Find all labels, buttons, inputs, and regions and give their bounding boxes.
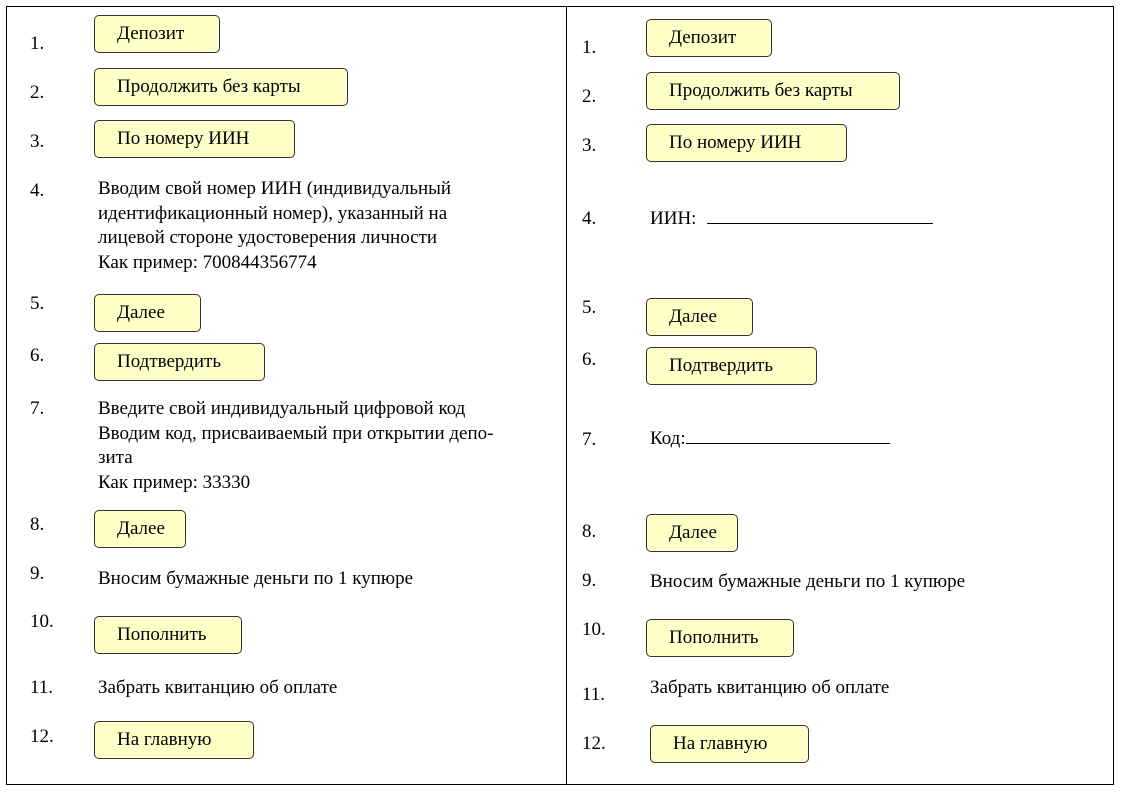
column-divider — [566, 6, 567, 785]
step11-text: Забрать квитанцию об оплате — [650, 677, 890, 698]
code-input-line[interactable] — [686, 425, 890, 444]
step4-line: лицевой стороне удостоверения личности — [98, 227, 438, 248]
step4-line: идентификационный номер), указанный на — [98, 202, 448, 224]
top-up-button[interactable]: Пополнить — [94, 616, 242, 654]
step-number: 5. — [30, 293, 45, 314]
by-iin-button[interactable]: По номеру ИИН — [646, 124, 847, 162]
step7-line: Введите свой индивидуальный цифровой код — [98, 398, 466, 419]
iin-field-row — [650, 205, 933, 232]
step-number: 6. — [30, 345, 45, 366]
step-number: 7. — [582, 429, 597, 450]
step-number: 8. — [582, 521, 597, 542]
step-number: 9. — [582, 570, 597, 591]
home-button[interactable]: На главную — [94, 721, 254, 759]
step-number: 12. — [30, 726, 54, 747]
step-number: 10. — [582, 619, 606, 640]
home-button[interactable]: На главную — [650, 725, 809, 763]
step-number: 11. — [30, 677, 54, 698]
continue-without-card-button[interactable]: Продолжить без карты — [94, 68, 348, 106]
confirm-button[interactable]: Подтвердить — [646, 347, 817, 385]
iin-label: ИИН: — [650, 208, 697, 229]
iin-input-line[interactable] — [707, 205, 933, 224]
step9-text: Вносим бумажные деньги по 1 купюре — [650, 571, 966, 592]
step-number: 8. — [30, 514, 45, 535]
next-button[interactable]: Далее — [94, 294, 201, 332]
step7-line: Как пример: 33330 — [98, 471, 251, 493]
deposit-button[interactable]: Депозит — [646, 19, 772, 57]
top-up-button[interactable]: Пополнить — [646, 619, 794, 657]
code-label: Код: — [650, 428, 686, 449]
by-iin-button[interactable]: По номеру ИИН — [94, 120, 295, 158]
step-number: 3. — [582, 135, 597, 156]
step-number: 9. — [30, 563, 45, 584]
step-number: 6. — [582, 349, 597, 370]
step7-line: Вводим код, присваиваемый при открытии депо- — [98, 422, 494, 444]
step-number: 11. — [582, 684, 606, 705]
step11-text: Забрать квитанцию об оплате — [98, 677, 338, 698]
code-field-row — [650, 425, 890, 452]
step-number: 2. — [30, 82, 45, 103]
step-number: 12. — [582, 733, 606, 754]
step-number: 3. — [30, 131, 45, 152]
step7-instructions — [98, 397, 493, 495]
confirm-button[interactable]: Подтвердить — [94, 343, 265, 381]
step-number: 5. — [582, 297, 597, 318]
continue-without-card-button[interactable]: Продолжить без карты — [646, 72, 900, 110]
next-button[interactable]: Далее — [646, 298, 753, 336]
step4-line: Как пример: 700844356774 — [98, 251, 317, 273]
step-number: 1. — [582, 37, 597, 58]
step-number: 7. — [30, 398, 45, 419]
step9-text: Вносим бумажные деньги по 1 купюре — [98, 568, 414, 589]
deposit-button[interactable]: Депозит — [94, 15, 220, 53]
step-number: 4. — [582, 208, 597, 229]
next-button[interactable]: Далее — [94, 510, 186, 548]
next-button[interactable]: Далее — [646, 514, 738, 552]
step4-instructions — [98, 177, 451, 275]
step-number: 1. — [30, 33, 45, 54]
step-number: 10. — [30, 611, 54, 632]
step-number: 2. — [582, 86, 597, 107]
step4-line: Вводим свой номер ИИН (индивидуальный — [98, 178, 452, 199]
step-number: 4. — [30, 180, 45, 201]
step7-line: зита — [98, 447, 133, 468]
